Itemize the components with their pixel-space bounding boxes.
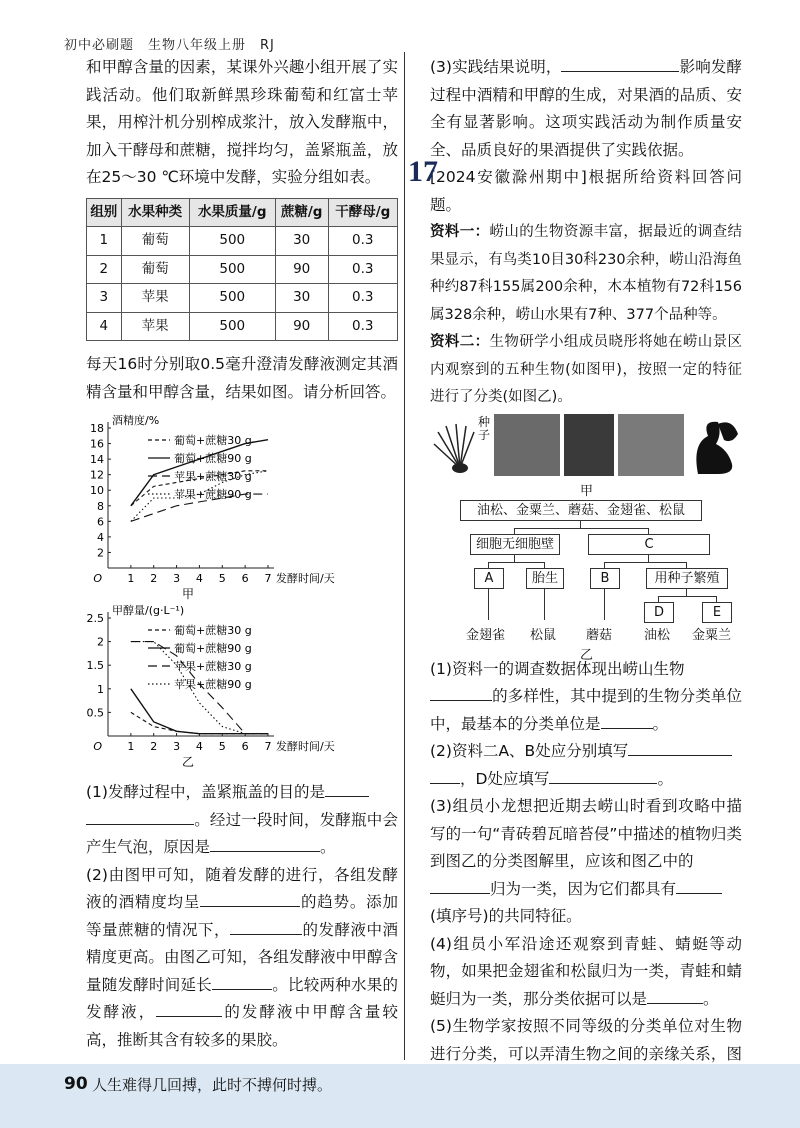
y-tick-label: 16: [90, 437, 104, 451]
table-body: [87, 227, 398, 341]
tree-line: [514, 528, 648, 529]
series-line: [131, 712, 268, 733]
table-row: [87, 227, 398, 256]
answer-blank[interactable]: [230, 918, 302, 935]
tree-line: [580, 520, 581, 528]
seed-label: 种子: [478, 414, 491, 442]
table-cell: 500: [189, 227, 275, 256]
table-cell: 0.3: [328, 255, 397, 284]
tree-line: [488, 562, 544, 563]
question-17-head: [2024安徽滁州期中]根据所给资料回答问题。: [430, 168, 742, 214]
x-tick-label: 3: [173, 572, 181, 585]
table-cell: 30: [275, 227, 328, 256]
question-17: [408, 155, 742, 1123]
answer-blank[interactable]: [549, 767, 657, 784]
y-tick-label: 18: [90, 422, 104, 435]
tree-line: [686, 588, 687, 596]
answer-blank[interactable]: [86, 808, 194, 825]
answer-blank[interactable]: [628, 739, 732, 756]
origin-label: O: [93, 740, 102, 753]
legend-label: 苹果+蔗糖90 g: [174, 488, 252, 501]
x-axis-label: 发酵时间/天: [276, 740, 335, 753]
answer-blank[interactable]: [601, 712, 653, 729]
chart-methanol: [86, 604, 398, 779]
node-e: E: [702, 602, 732, 623]
leaf-mushroom: 蘑菇: [586, 627, 613, 643]
y-tick-label: 8: [97, 499, 104, 513]
leaf-goldfinch: 金翅雀: [466, 627, 506, 643]
answer-blank[interactable]: [561, 55, 679, 72]
x-tick-label: 7: [264, 572, 272, 585]
figure-b-label: 乙: [580, 647, 594, 663]
mushroom2-image: [564, 414, 614, 476]
x-tick-label: 2: [150, 740, 158, 753]
tree-line: [648, 554, 649, 562]
table-cell: 90: [275, 255, 328, 284]
leaf-chloranthus: 金粟兰: [692, 627, 732, 643]
x-tick-label: 2: [150, 572, 158, 585]
legend-label: 葡萄+蔗糖30 g: [174, 624, 252, 637]
bird-image: [618, 414, 684, 476]
page-footer: [0, 1064, 800, 1128]
question-3: (3)实践结果说明， 影响发酵过程中酒精和甲醇的生成，对果酒的品质、安全有显著影响。这项实践活动为制作质量安全、品质良好的果酒提供了实践依据。: [430, 54, 742, 164]
x-tick-label: 3: [173, 740, 181, 753]
x-tick-label: 6: [241, 572, 249, 585]
x-tick-label: 5: [218, 740, 226, 753]
table-header-cell: 水果种类: [121, 198, 189, 227]
y-tick-label: 12: [90, 468, 104, 482]
legend-label: 苹果+蔗糖30 g: [174, 660, 252, 673]
intro-text: 和甲醇含量的因素，某课外兴趣小组开展了实践活动。他们取新鲜黑珍珠葡萄和红富士苹果，用榨汁机分别榨成浆汁，放入发酵瓶中，加入干酵母和蔗糖，搅拌均匀，盖紧瓶盖，放在25～30 ℃环境中发酵，实验分组如表。: [86, 58, 398, 186]
x-tick-label: 1: [127, 572, 135, 585]
leaf-pine: 油松: [644, 627, 671, 643]
figure-a-label: 甲: [580, 483, 594, 499]
node-seed-reproduction: 用种子繁殖: [646, 568, 728, 589]
answer-blank[interactable]: [647, 987, 703, 1004]
x-tick-label: 5: [218, 572, 226, 585]
tree-line: [514, 554, 515, 562]
node-a: A: [474, 568, 504, 589]
table-header-cell: 水果质量/g: [189, 198, 275, 227]
table-cell: 1: [87, 227, 122, 256]
table-cell: 500: [189, 312, 275, 341]
table-cell: 90: [275, 312, 328, 341]
x-tick-label: 6: [241, 740, 249, 753]
y-tick-label: 14: [90, 453, 104, 467]
left-column: [86, 54, 398, 1054]
mushroom-image: [494, 414, 560, 476]
node-c: C: [588, 534, 710, 555]
y-tick-label: 4: [97, 530, 104, 544]
y-tick-label: 1: [97, 682, 104, 696]
y-tick-label: 0.5: [86, 706, 104, 720]
answer-blank[interactable]: [430, 767, 460, 784]
x-tick-label: 1: [127, 740, 135, 753]
node-viviparous: 胎生: [526, 568, 564, 589]
table-header-row: [87, 198, 398, 227]
figure-label: 甲: [181, 587, 195, 601]
leaf-squirrel: 松鼠: [530, 627, 557, 643]
x-tick-label: 4: [195, 572, 203, 585]
table-row: [87, 284, 398, 313]
x-tick-label: 4: [195, 740, 203, 753]
y-tick-label: 2: [97, 635, 104, 649]
question-2: (2)由图甲可知，随着发酵的进行，各组发酵液的酒精度均呈 的趋势。添加等量蔗糖的情况下， 的发酵液中酒精度更高。由图乙可知，各组发酵液中甲醇含量随发酵时间延长 。比较两种水果的发酵液， 的发酵液中甲醇含量较高，推断其含有较多的果胶。: [86, 865, 398, 1049]
table-cell: 500: [189, 255, 275, 284]
node-no-cell-wall: 细胞无细胞壁: [470, 534, 560, 555]
answer-blank[interactable]: [325, 780, 369, 797]
answer-blank[interactable]: [676, 877, 722, 894]
classification-tree: [430, 496, 742, 663]
table-header-cell: 干酵母/g: [328, 198, 397, 227]
question-1: (1)发酵过程中，盖紧瓶盖的目的是 。经过一段时间，发酵瓶中会产生气泡，原因是 。: [86, 779, 398, 862]
question-number: 17: [408, 155, 438, 188]
table-cell: 0.3: [328, 284, 397, 313]
table-cell: 3: [87, 284, 122, 313]
table-header-cell: 蔗糖/g: [275, 198, 328, 227]
answer-blank[interactable]: [430, 684, 492, 701]
y-tick-label: 10: [90, 484, 104, 498]
legend-label: 苹果+蔗糖90 g: [174, 678, 252, 691]
material-2: 资料二：生物研学小组成员晓彤将她在崂山景区内观察到的五种生物(如图甲)，按照一定的特征进行了分类(如图乙)。: [430, 334, 742, 405]
origin-label: O: [93, 572, 102, 585]
after-table-text: 每天16时分别取0.5毫升澄清发酵液测定其酒精含量和甲醇含量，结果如图。请分析回答。: [86, 355, 398, 401]
answer-blank[interactable]: [212, 973, 272, 990]
tree-root: 油松、金粟兰、蘑菇、金翅雀、松鼠: [460, 500, 702, 521]
sub-question-2: (2)资料二A、B处应分别填写 ，D处应填写 。: [430, 738, 742, 793]
legend-label: 葡萄+蔗糖90 g: [174, 642, 252, 655]
node-b: B: [590, 568, 620, 589]
answer-blank[interactable]: [430, 877, 490, 894]
table-header-cell: 组别: [87, 198, 122, 227]
chart-methanol-svg: [86, 604, 398, 779]
series-line: [131, 689, 268, 734]
column-divider: [404, 52, 405, 1060]
figure-organisms: [430, 412, 742, 499]
page-number: 90: [64, 1074, 88, 1094]
chart-alcohol-svg: [86, 412, 398, 602]
table-cell: 葡萄: [121, 227, 189, 256]
table-cell: 2: [87, 255, 122, 284]
y-tick-label: 6: [97, 515, 104, 529]
table-cell: 500: [189, 284, 275, 313]
table-cell: 葡萄: [121, 255, 189, 284]
y-axis-label: 酒精度/%: [112, 414, 160, 427]
chart-alcohol: [86, 412, 398, 602]
legend-label: 葡萄+蔗糖30 g: [174, 434, 252, 447]
x-tick-label: 7: [264, 740, 272, 753]
squirrel-image: [688, 414, 742, 476]
page-header: 初中必刷题 生物八年级上册 RJ: [64, 38, 275, 53]
tree-line: [658, 596, 716, 597]
tree-line: [488, 588, 489, 620]
answer-blank[interactable]: [210, 835, 320, 852]
sub-question-5: (5)生物学家按照不同等级的分类单位对生物进行分类，可以弄清生物之间的亲缘关系，图: [430, 1013, 742, 1123]
node-d: D: [644, 602, 674, 623]
table-cell: 0.3: [328, 312, 397, 341]
y-tick-label: 1.5: [86, 659, 104, 673]
experiment-table: [86, 198, 398, 342]
tree-line: [604, 562, 686, 563]
table-cell: 30: [275, 284, 328, 313]
sub-question-1: (1)资料一的调查数据体现出崂山生物 的多样性，其中提到的生物分类单位中，最基本的分类单位是 。: [430, 659, 742, 733]
table-cell: 苹果: [121, 284, 189, 313]
y-tick-label: 2: [97, 546, 104, 560]
material-1: 资料一：崂山的生物资源丰富，据最近的调查结果显示，有鸟类10目30科230余种，崂山沿海鱼种约87科155属200余种，木本植物有72科156属328余种，崂山水果有7种、377个品种等。: [430, 224, 742, 323]
legend-label: 葡萄+蔗糖90 g: [174, 452, 252, 465]
table-cell: 苹果: [121, 312, 189, 341]
y-tick-label: 2.5: [86, 612, 104, 625]
tree-line: [604, 588, 605, 620]
sub-question-4: (4)组员小军沿途还观察到青蛙、蜻蜓等动物，如果把金翅雀和松鼠归为一类，青蛙和蜻蜓归为一类，那分类依据可以是 。: [430, 934, 742, 1008]
table-cell: 4: [87, 312, 122, 341]
right-column: [408, 54, 742, 1123]
x-axis-label: 发酵时间/天: [276, 572, 335, 585]
footer-motto: 人生难得几回搏，此时不搏何时搏。: [92, 1076, 333, 1094]
table-row: [87, 312, 398, 341]
answer-blank[interactable]: [156, 1000, 222, 1017]
table-row: [87, 255, 398, 284]
table-cell: 0.3: [328, 227, 397, 256]
figure-label: 乙: [181, 755, 195, 769]
y-axis-label: 甲醇量/(g·L⁻¹): [112, 604, 185, 617]
legend-label: 苹果+蔗糖30 g: [174, 470, 252, 483]
answer-blank[interactable]: [200, 890, 300, 907]
sub-question-3: (3)组员小龙想把近期去崂山时看到攻略中描写的一句“青砖碧瓦暗苔侵”中描述的植物归类到图乙的分类图解里，应该和图乙中的 归为一类，因为它们都具有 (填序号)的共同特征。: [430, 797, 742, 925]
tree-line: [544, 588, 545, 620]
